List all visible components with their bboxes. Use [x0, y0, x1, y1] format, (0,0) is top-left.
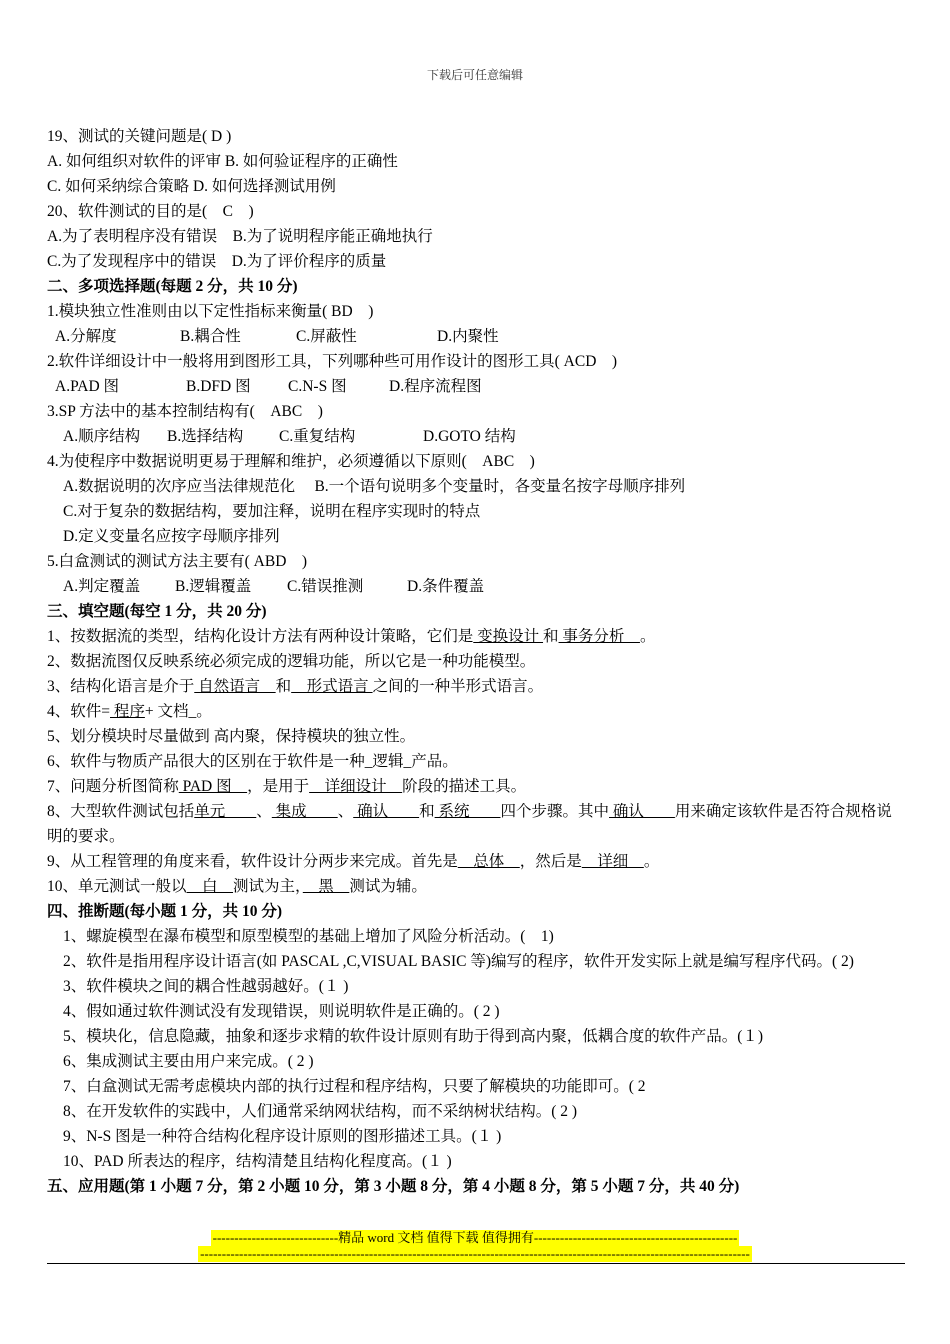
option: B.逻辑覆盖 — [175, 578, 252, 595]
section-2-title: 二、多项选择题(每题 2 分，共 10 分) — [47, 278, 298, 295]
section-5-title: 五、应用题(第 1 小题 7 分，第 2 小题 10 分，第 3 小题 8 分，第 4 小题 8 分，第 5 小题 7 分，共 40 分) — [47, 1178, 740, 1195]
mc-question-2-stem: 2.软件详细设计中一般将用到图形工具，下列哪种些可用作设计的图形工具( ACD ) — [47, 353, 618, 370]
judge-item-8: 8、在开发软件的实践中，人们通常采纳网状结构，而不采纳树状结构。( 2 ) — [63, 1103, 578, 1120]
answer-blank: 单元 — [194, 803, 257, 820]
mc-question-1-stem: 1.模块独立性准则由以下定性指标来衡量( BD ) — [47, 303, 374, 320]
option: D.程序流程图 — [389, 378, 482, 395]
answer-blank: 总体 — [457, 853, 520, 870]
option: D.条件覆盖 — [407, 578, 485, 595]
option: B.DFD 图 — [186, 378, 251, 395]
footer-line-2: ------------------------------------------------------------------------------------------------------------------------------- — [200, 1246, 750, 1261]
judge-item-3: 3、软件模块之间的耦合性越弱越好。(１ ) — [63, 978, 349, 995]
judge-item-1: 1、螺旋模型在瀑布模型和原型模型的基础上增加了风险分析活动。( 1) — [63, 928, 554, 945]
answer-blank: PAD 图 — [178, 778, 248, 795]
answer-blank: 白 — [186, 878, 234, 895]
mc-question-5-options — [47, 574, 907, 599]
judge-item-2: 2、软件是指用程序设计语言(如 PASCAL ,C,VISUAL BASIC 等)编写的程序，软件开发实际上就是编写程序代码。( 2) — [63, 953, 854, 970]
option: C.重复结构 — [279, 428, 356, 445]
footer-line-1: -----------------------------精品 word 文档 值得下载 值得拥有----------------------------------------------- — [212, 1230, 738, 1245]
fill-question-7: 7、问题分析图简称 PAD 图 ，是用于 详细设计 阶段的描述工具。 — [47, 778, 527, 795]
judge-item-9: 9、N-S 图是一种符合结构化程序设计原则的图形描述工具。(１ ) — [63, 1128, 502, 1145]
answer-blank: 系统 — [434, 803, 501, 820]
footer-banner — [0, 1230, 950, 1262]
mc-question-3-options — [47, 424, 907, 449]
mc-question-5-stem: 5.白盒测试的测试方法主要有( ABD ) — [47, 553, 308, 570]
option: A.顺序结构 — [63, 428, 141, 445]
judge-item-10: 10、PAD 所表达的程序，结构清楚且结构化程度高。(１ ) — [63, 1153, 452, 1170]
fill-question-8: 8、大型软件测试包括单元 、 集成 、 确认 和 系统 四个步骤。其中 确认 用来确定该软件是否符合规格说明的要求。 — [47, 803, 892, 845]
judge-item-6: 6、集成测试主要由用户来完成。( 2 ) — [63, 1053, 314, 1070]
answer-blank: 确认 — [609, 803, 675, 820]
judge-item-4: 4、假如通过软件测试没有发现错误，则说明软件是正确的。( 2 ) — [63, 1003, 500, 1020]
question-19-options-b: C. 如何采纳综合策略 D. 如何选择测试用例 — [47, 178, 336, 195]
option: C.屏蔽性 — [296, 328, 357, 345]
answer-blank: 详细 — [581, 853, 644, 870]
mc-question-4-option-line-1: A.数据说明的次序应当法律规范化 B.一个语句说明多个变量时，各变量名按字母顺序排列 — [63, 478, 686, 495]
fill-question-6: 6、软件与物质产品很大的区别在于软件是一种_逻辑_产品。 — [47, 753, 458, 770]
question-19-stem: 19、测试的关键问题是( D ) — [47, 128, 232, 145]
fill-question-5: 5、划分模块时尽量做到 高内聚，保持模块的独立性。 — [47, 728, 416, 745]
mc-question-4-option-line-3: D.定义变量名应按字母顺序排列 — [63, 528, 280, 545]
fill-question-3: 3、结构化语言是介于 自然语言 和 形式语言 之间的一种半形式语言。 — [47, 678, 544, 695]
section-3-title: 三、填空题(每空 1 分，共 20 分) — [47, 603, 267, 620]
mc-question-3-stem: 3.SP 方法中的基本控制结构有( ABC ) — [47, 403, 323, 420]
fill-question-10: 10、单元测试一般以 白 测试为主， 黑 测试为辅。 — [47, 878, 427, 895]
option: B.耦合性 — [180, 328, 241, 345]
document-body — [47, 124, 907, 1199]
option: B.选择结构 — [167, 428, 244, 445]
footer-divider — [47, 1263, 905, 1264]
question-20-options-b: C.为了发现程序中的错误 D.为了评价程序的质量 — [47, 253, 387, 270]
question-20-stem: 20、软件测试的目的是( C ) — [47, 203, 254, 220]
judge-item-7: 7、白盒测试无需考虑模块内部的执行过程和程序结构，只要了解模块的功能即可。( 2 — [63, 1078, 646, 1095]
answer-blank: 形式语言 — [291, 678, 373, 695]
answer-blank: 集成 — [271, 803, 338, 820]
option: C.N-S 图 — [288, 378, 347, 395]
answer-blank: 黑 — [302, 878, 350, 895]
option: D.内聚性 — [437, 328, 499, 345]
question-20-options-a: A.为了表明程序没有错误 B.为了说明程序能正确地执行 — [47, 228, 433, 245]
question-19-options-a: A. 如何组织对软件的评审 B. 如何验证程序的正确性 — [47, 153, 398, 170]
fill-question-9: 9、从工程管理的角度来看，软件设计分两步来完成。首先是 总体 ，然后是 详细 。 — [47, 853, 660, 870]
option: D.GOTO 结构 — [423, 428, 516, 445]
fill-question-2: 2、数据流图仅反映系统必须完成的逻辑功能，所以它是一种功能模型。 — [47, 653, 536, 670]
answer-blank: 程序 — [110, 703, 145, 720]
page-header: 下载后可任意编辑 — [426, 68, 523, 82]
answer-blank: 自然语言 — [194, 678, 276, 695]
mc-question-1-options — [47, 324, 907, 349]
mc-question-4-stem: 4.为使程序中数据说明更易于理解和维护，必须遵循以下原则( ABC ) — [47, 453, 535, 470]
fill-question-1: 1、按数据流的类型，结构化设计方法有两种设计策略，它们是 变换设计 和 事务分析 。 — [47, 628, 656, 645]
section-4-title: 四、推断题(每小题 1 分，共 10 分) — [47, 903, 283, 920]
option: C.错误推测 — [287, 578, 364, 595]
answer-blank: 确认 — [353, 803, 420, 820]
answer-blank: 变换设计 — [473, 628, 544, 645]
mc-question-2-options — [47, 374, 907, 399]
option: A.判定覆盖 — [63, 578, 141, 595]
fill-question-4: 4、软件= 程序+ 文档_。 — [47, 703, 212, 720]
judge-item-5: 5、模块化，信息隐藏，抽象和逐步求精的软件设计原则有助于得到高内聚，低耦合度的软件产品。(１) — [63, 1028, 764, 1045]
mc-question-4-option-line-2: C.对于复杂的数据结构，要加注释，说明在程序实现时的特点 — [63, 503, 481, 520]
option: A.PAD 图 — [55, 378, 120, 395]
answer-blank: 详细设计 — [309, 778, 403, 795]
answer-blank: 事务分析 — [558, 628, 640, 645]
option: A.分解度 — [55, 328, 117, 345]
